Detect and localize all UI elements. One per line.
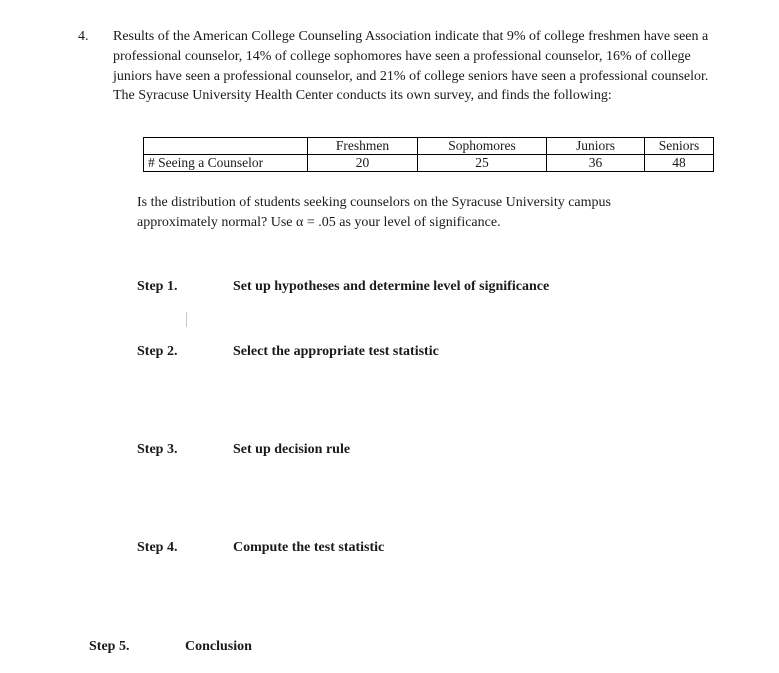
problem-number: 4. xyxy=(78,29,89,44)
step-5-label: Step 5. xyxy=(89,639,130,654)
value-cell-seniors: 48 xyxy=(645,155,714,172)
value-cell-sophomores: 25 xyxy=(418,155,547,172)
header-cell-sophomores: Sophomores xyxy=(418,138,547,155)
step-3-label: Step 3. xyxy=(137,442,178,457)
table-row xyxy=(144,155,714,172)
step-4-title: Compute the test statistic xyxy=(233,540,385,555)
problem-text: Results of the American College Counseling Association indicate that 9% of college freshmen have seen a professional counselor, 14% of college sophomores have seen a professional counselor, 16% of college juniors have seen a professional counselor, and 21% of college seniors have seen a professional counselor. The Syracuse University Health Center conducts its own survey, and finds the following: xyxy=(113,29,709,104)
value-cell-juniors: 36 xyxy=(547,155,645,172)
row-label-cell: # Seeing a Counselor xyxy=(144,155,308,172)
step-2-label: Step 2. xyxy=(137,344,178,359)
header-cell-empty xyxy=(144,138,308,155)
step-1-title: Set up hypotheses and determine level of significance xyxy=(233,279,550,294)
text-cursor xyxy=(186,312,187,327)
step-1-label: Step 1. xyxy=(137,279,178,294)
step-3-title: Set up decision rule xyxy=(233,442,351,457)
header-cell-juniors: Juniors xyxy=(547,138,645,155)
step-2-title: Select the appropriate test statistic xyxy=(233,344,439,359)
step-5-title: Conclusion xyxy=(185,639,252,654)
step-4-label: Step 4. xyxy=(137,540,178,555)
survey-table xyxy=(143,137,714,172)
question-text: Is the distribution of students seeking counselors on the Syracuse University campus approximately normal? Use α = .05 as your level of significance. xyxy=(137,195,611,230)
header-cell-seniors: Seniors xyxy=(645,138,714,155)
value-cell-freshmen: 20 xyxy=(308,155,418,172)
table-header-row xyxy=(144,138,714,155)
header-cell-freshmen: Freshmen xyxy=(308,138,418,155)
